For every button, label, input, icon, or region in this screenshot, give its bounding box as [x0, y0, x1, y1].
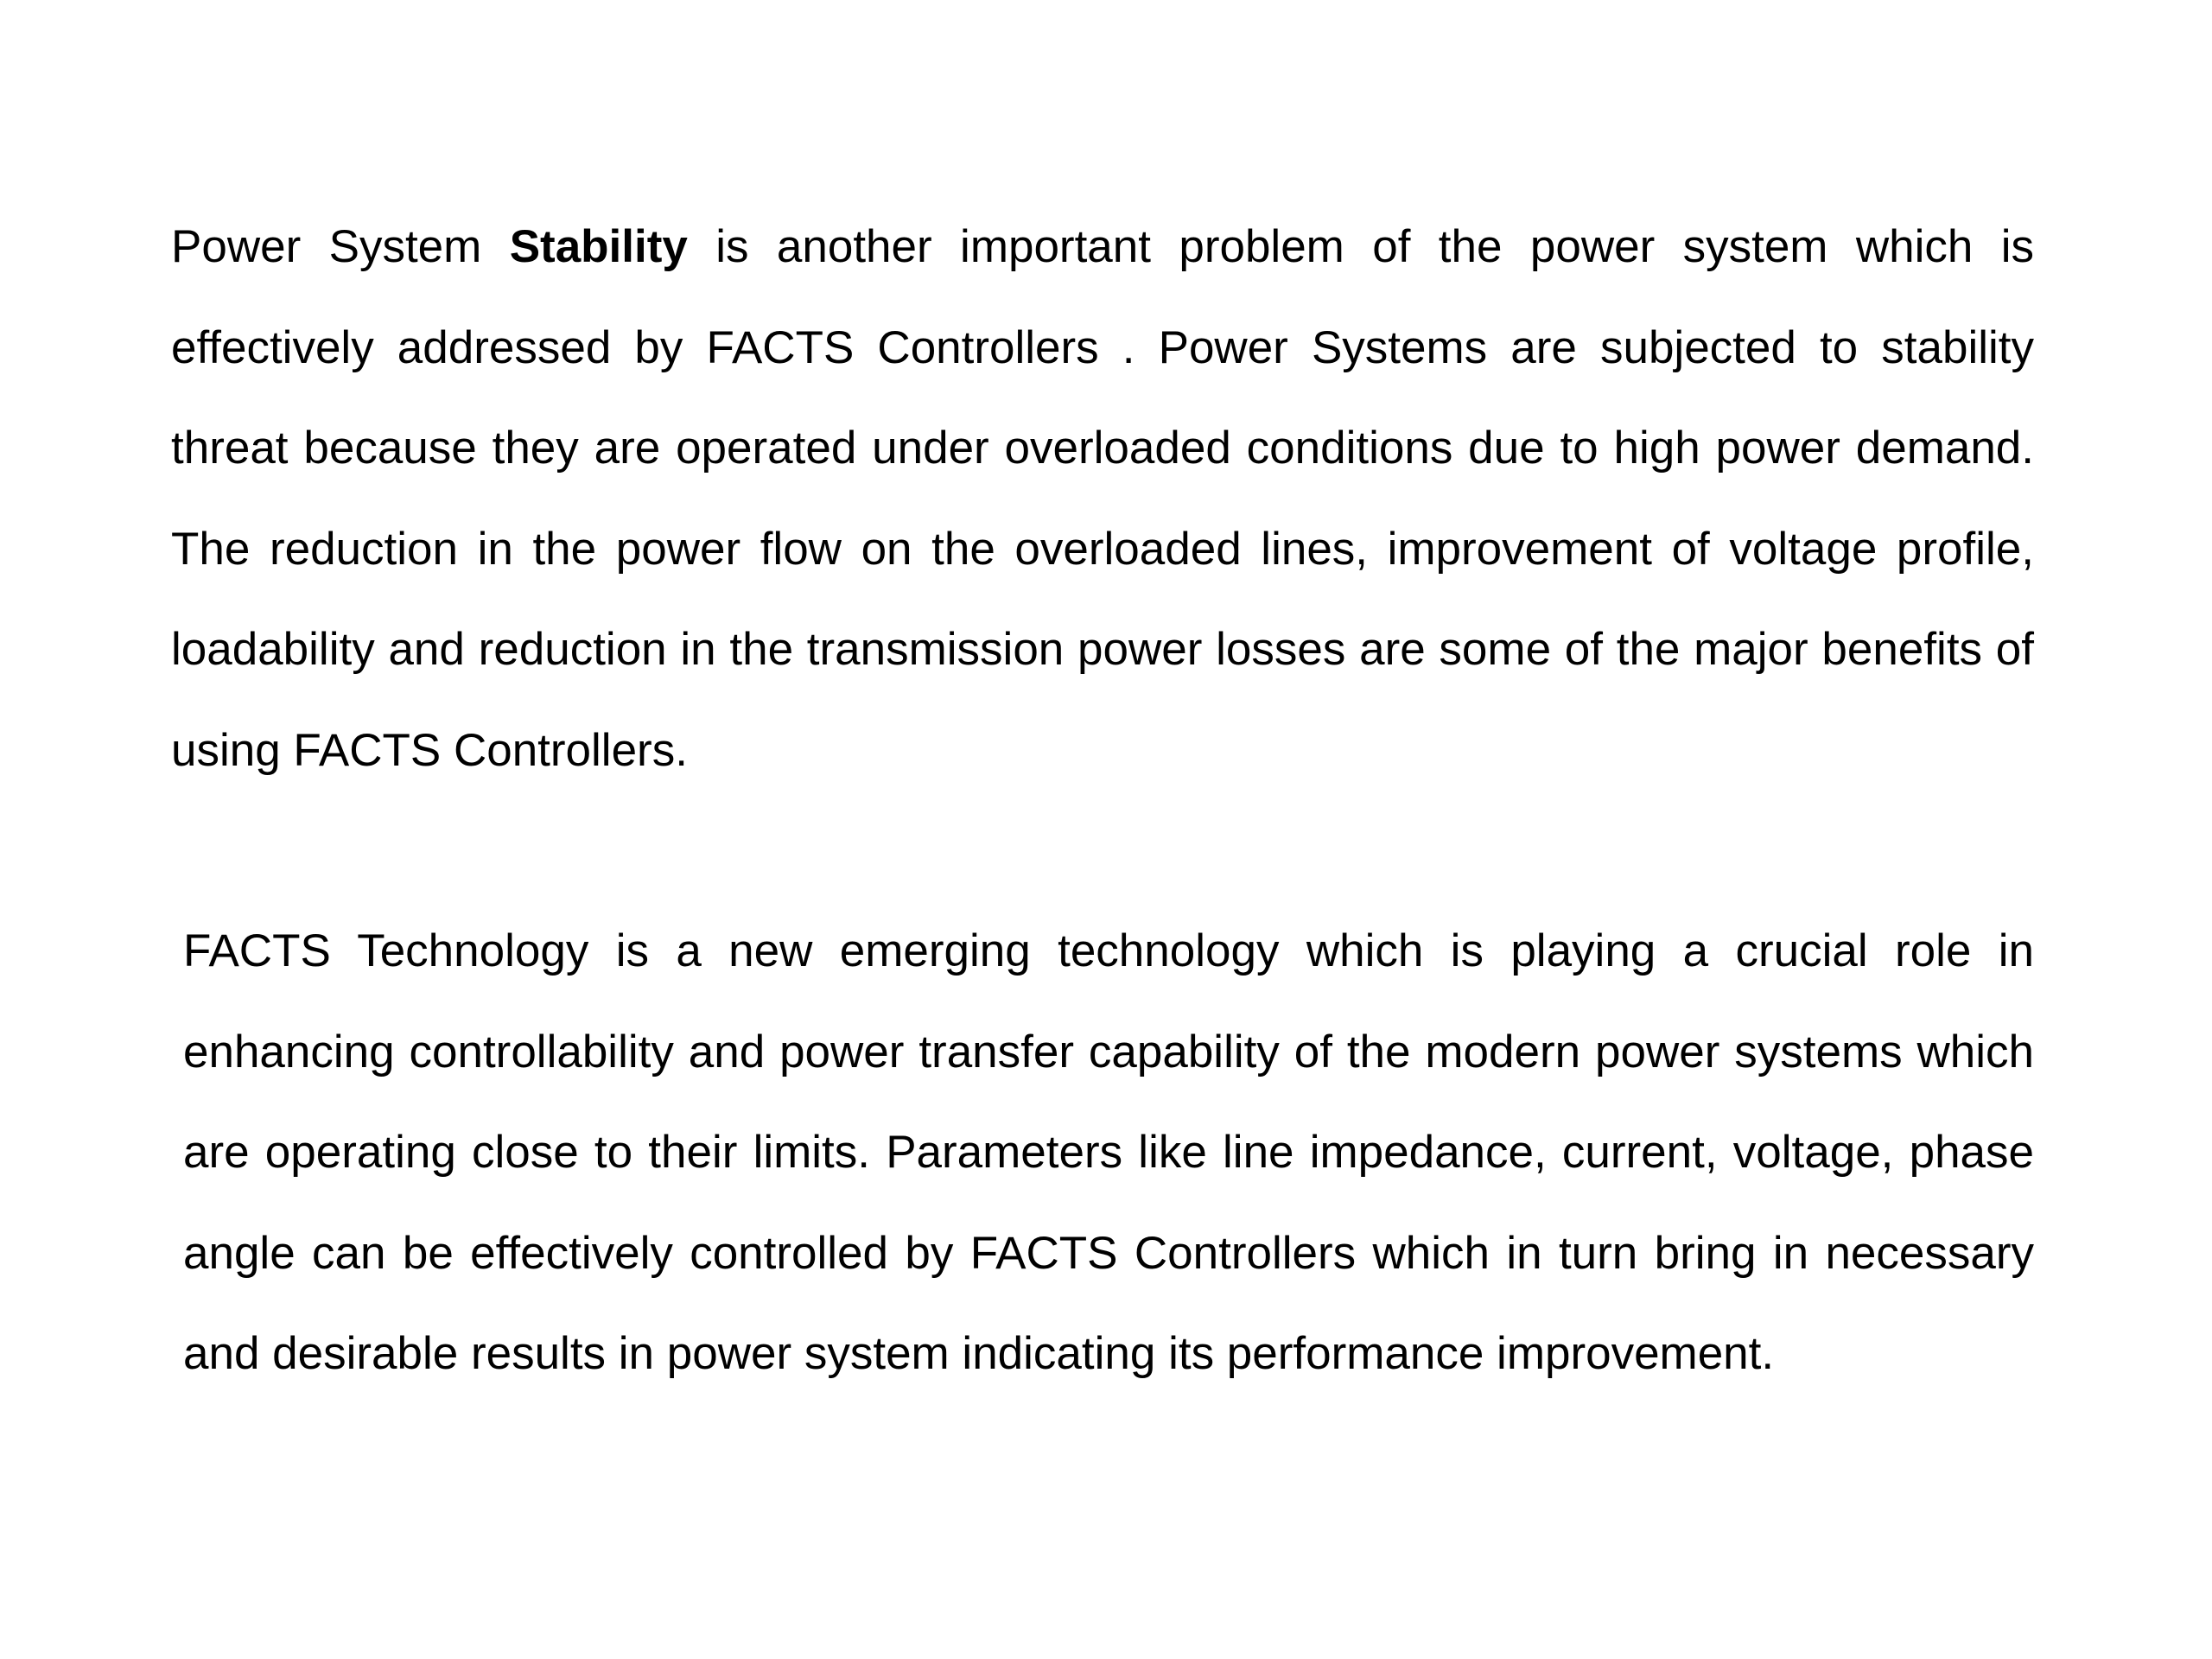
paragraph-stability	[171, 197, 2034, 801]
stability-keyword: Stability	[509, 221, 688, 272]
paragraph-stability-lead: Power System	[171, 221, 510, 272]
text-body	[171, 197, 2034, 1405]
paragraph-facts-technology: FACTS Technology is a new emerging technology which is playing a crucial role in enhancing controllability and power transfer capability of the modern power systems which are operating close to their limits. Parameters like line impedance, current, voltage, phase angle can be effectively controlled by FACTS Controllers which in turn bring in necessary and desirable results in power system indicating its performance improvement.	[183, 925, 2034, 1379]
paragraph-stability-rest: is another important problem of the power system which is effectively addressed by FACTS Controllers . Power Systems are subjected to stability threat because they are operated under overloaded conditions due to high power demand. The reduction in the power flow on the overloaded lines, improvement of voltage profile, loadability and reduction in the transmission power losses are some of the major benefits of using FACTS Controllers.	[171, 221, 2034, 776]
